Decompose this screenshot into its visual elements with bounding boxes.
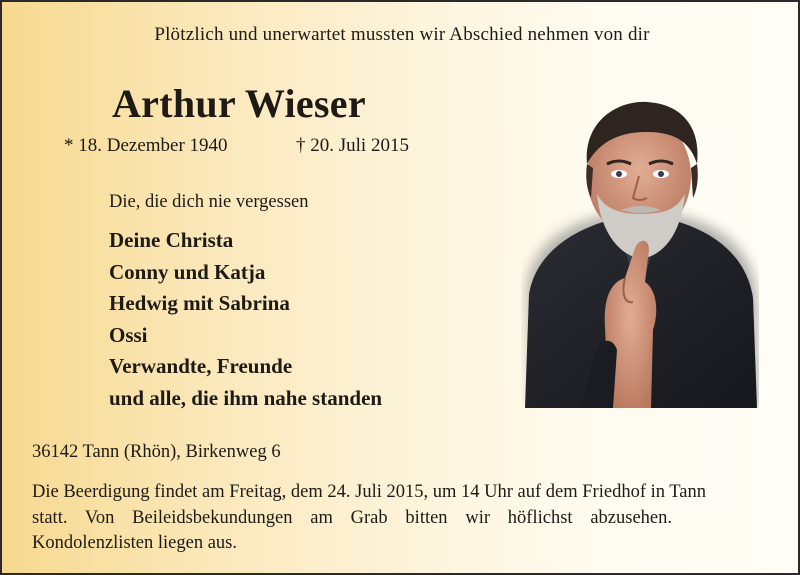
mourner-item: und alle, die ihm nahe standen [109,385,383,410]
portrait-illustration [521,98,759,408]
deceased-name: Arthur Wieser [112,81,366,126]
portrait-photo [521,98,759,408]
address: 36142 Tann (Rhön), Birkenweg 6 [32,442,281,462]
mourner-item: Ossi [109,322,148,347]
mourner-item: Deine Christa [109,228,234,252]
mourner-item: Verwandte, Freunde [109,354,293,379]
funeral-notice [32,480,707,557]
birth-date: * 18. Dezember 1940 [64,135,228,156]
notice-line: Kondolenzlisten liegen aus. [32,533,237,553]
headline: Plötzlich und unerwartet mussten wir Abschied nehmen von dir [154,24,650,45]
mourner-item: Conny und Katja [109,259,266,284]
mourners-list [109,225,382,415]
notice-line: statt. Von Beileidsbekundungen am Grab bitten wir höflichst abzusehen. [32,507,672,528]
death-date: † 20. Juli 2015 [296,135,409,156]
mourner-item: Hedwig mit Sabrina [109,291,290,316]
notice-line: Die Beerdigung findet am Freitag, dem 24. Juli 2015, um 14 Uhr auf dem Friedhof in Tann [32,482,707,502]
mourners-intro: Die, die dich nie vergessen [109,192,309,212]
